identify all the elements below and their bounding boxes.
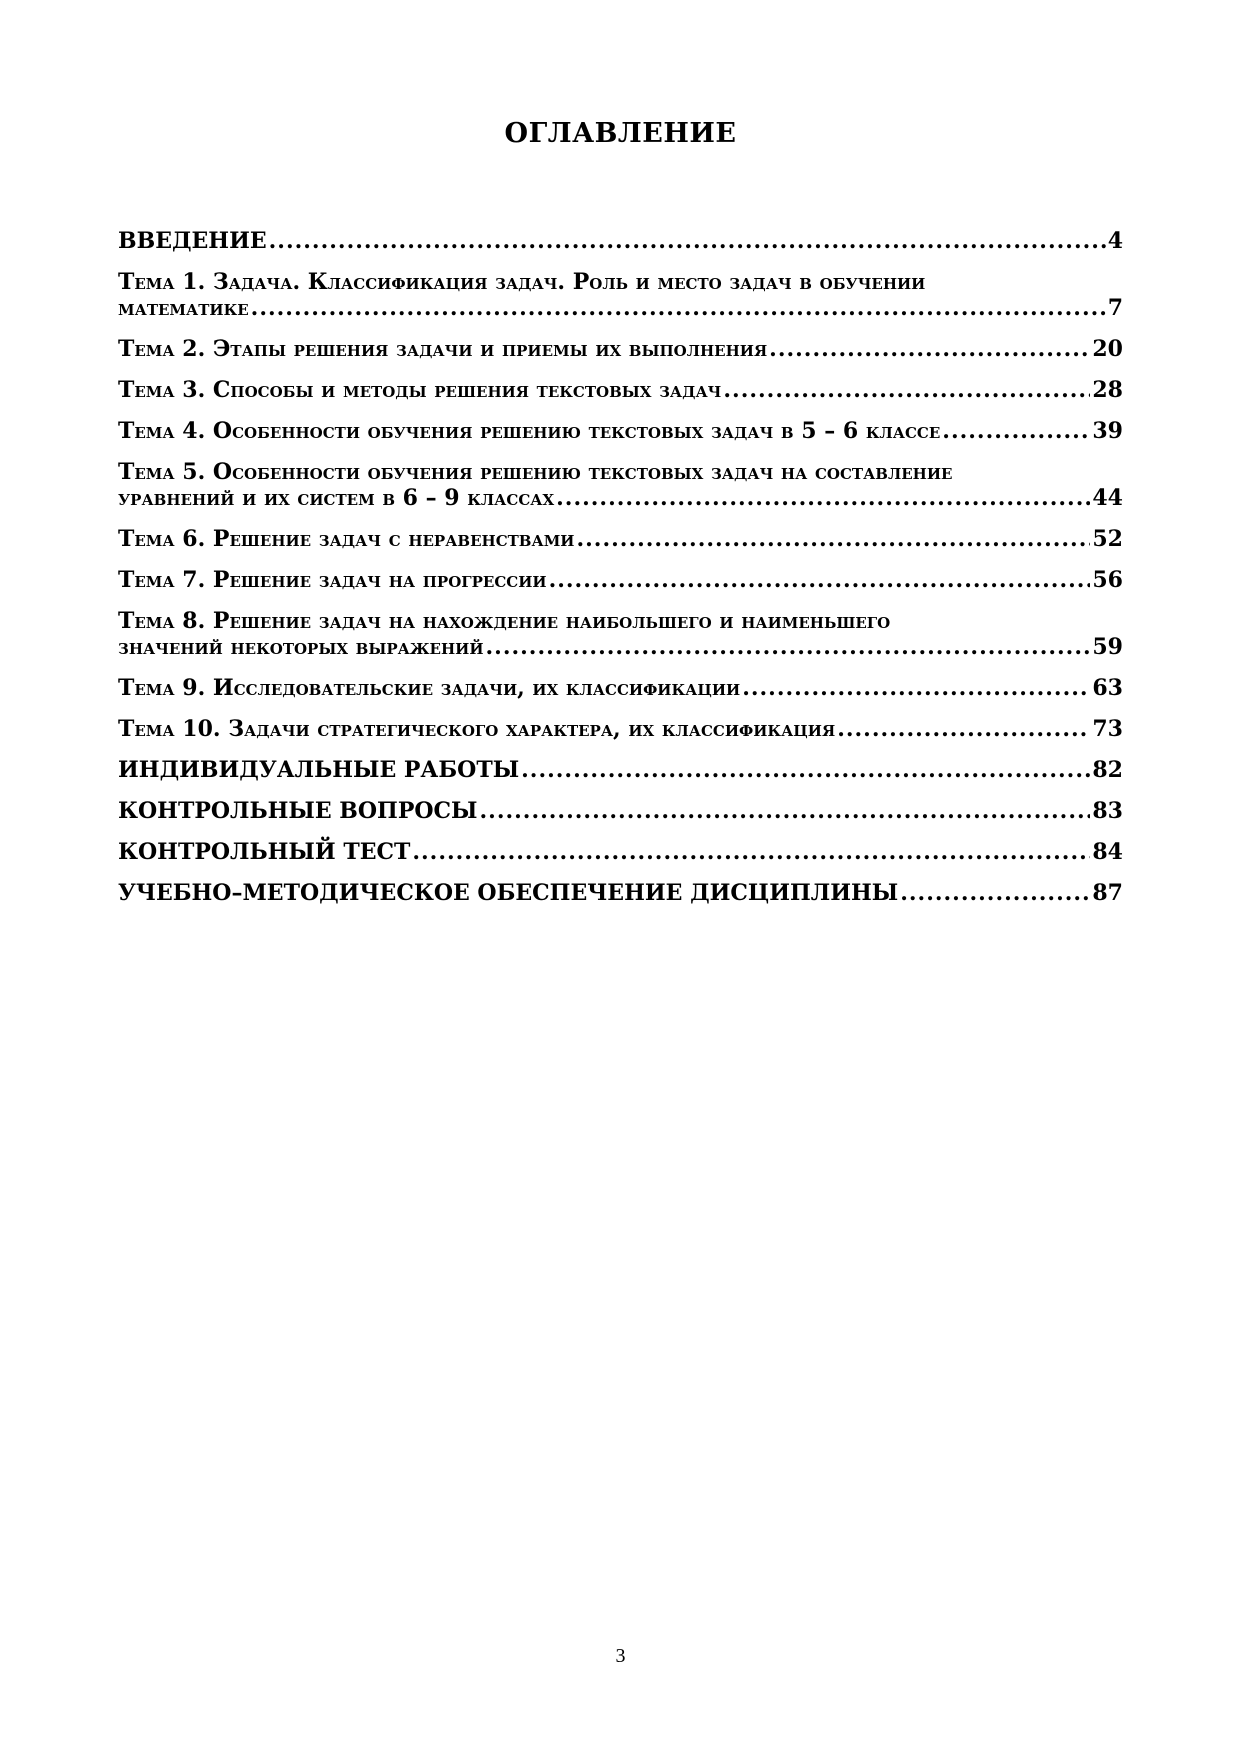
toc-entry-page: 63 xyxy=(1092,675,1123,701)
toc-leader-dots xyxy=(723,377,1090,403)
toc-entry-title-line-1[interactable]: Тема 5. Особенности обучения решению текстовых задач на составление xyxy=(118,459,953,485)
toc-leader-dots xyxy=(576,526,1090,552)
toc-entry-title[interactable]: КОНТРОЛЬНЫЕ ВОПРОСЫ xyxy=(118,798,478,824)
toc-leader-dots xyxy=(556,485,1090,511)
toc-entry-page: 83 xyxy=(1092,798,1123,824)
toc-entry-page: 59 xyxy=(1092,634,1123,660)
toc-entry-page: 73 xyxy=(1092,716,1123,742)
toc-entry-title-line-1[interactable]: Тема 8. Решение задач на нахождение наибольшего и наименьшего xyxy=(118,608,891,634)
toc-entry-title[interactable]: Тема 7. Решение задач на прогрессии xyxy=(118,567,547,593)
toc-entry-page: 52 xyxy=(1092,526,1123,552)
toc-leader-dots xyxy=(549,567,1091,593)
toc-entry-title[interactable]: Тема 3. Способы и методы решения текстовых задач xyxy=(118,377,722,403)
toc-entry-page: 84 xyxy=(1092,839,1123,865)
toc-entry-title[interactable]: математике xyxy=(118,295,249,321)
toc-entry-topic-10[interactable] xyxy=(118,716,1123,742)
toc-leader-dots xyxy=(486,634,1091,660)
toc-entry-topic-7[interactable] xyxy=(118,567,1123,593)
toc-entry-title-line-1[interactable]: Тема 1. Задача. Классификация задач. Роль и место задач в обучении xyxy=(118,269,926,295)
toc-entry-title[interactable]: Тема 10. Задачи стратегического характера, их классификация xyxy=(118,716,836,742)
toc-leader-dots xyxy=(942,418,1090,444)
toc-entry-page: 87 xyxy=(1092,880,1123,906)
toc-leader-dots xyxy=(837,716,1090,742)
toc-leader-dots xyxy=(251,295,1106,321)
toc-entry-methodical-support[interactable] xyxy=(118,880,1123,906)
toc-entry-topic-3[interactable] xyxy=(118,377,1123,403)
toc-leader-dots xyxy=(269,228,1106,254)
toc-entry-page: 82 xyxy=(1092,757,1123,783)
toc-entry-title[interactable]: УЧЕБНО–МЕТОДИЧЕСКОЕ ОБЕСПЕЧЕНИЕ ДИСЦИПЛИНЫ xyxy=(118,880,899,906)
toc-entry-title[interactable]: уравнений и их систем в 6 – 9 классах xyxy=(118,485,555,511)
toc-entry-page: 28 xyxy=(1092,377,1123,403)
toc-entry-title[interactable]: ВВЕДЕНИЕ xyxy=(118,228,267,254)
toc-entry-control-questions[interactable] xyxy=(118,798,1123,824)
page-title: ОГЛАВЛЕНИЕ xyxy=(504,118,737,149)
toc-entry-topic-9[interactable] xyxy=(118,675,1123,701)
toc-entry-title[interactable]: Тема 6. Решение задач с неравенствами xyxy=(118,526,575,552)
toc-entry-topic-6[interactable] xyxy=(118,526,1123,552)
toc-entry-control-test[interactable] xyxy=(118,839,1123,865)
toc-entry-introduction[interactable] xyxy=(118,228,1123,254)
toc-leader-dots xyxy=(480,798,1091,824)
toc-leader-dots xyxy=(412,839,1090,865)
table-of-contents xyxy=(118,228,1123,921)
toc-entry-page: 4 xyxy=(1107,228,1123,254)
toc-entry-individual-works[interactable] xyxy=(118,757,1123,783)
toc-entry-page: 44 xyxy=(1092,485,1123,511)
toc-entry-title[interactable]: Тема 2. Этапы решения задачи и приемы их выполнения xyxy=(118,336,768,362)
toc-entry-page: 7 xyxy=(1107,295,1123,321)
toc-entry-page: 39 xyxy=(1092,418,1123,444)
toc-entry-title[interactable]: КОНТРОЛЬНЫЙ ТЕСТ xyxy=(118,839,411,865)
toc-leader-dots xyxy=(742,675,1090,701)
toc-entry-page: 56 xyxy=(1092,567,1123,593)
toc-entry-topic-5[interactable] xyxy=(118,459,1123,511)
toc-leader-dots xyxy=(900,880,1090,906)
page-number: 3 xyxy=(615,1645,626,1667)
toc-entry-topic-2[interactable] xyxy=(118,336,1123,362)
toc-entry-topic-1[interactable] xyxy=(118,269,1123,321)
toc-entry-topic-4[interactable] xyxy=(118,418,1123,444)
toc-leader-dots xyxy=(769,336,1090,362)
toc-entry-page: 20 xyxy=(1092,336,1123,362)
toc-entry-title[interactable]: Тема 9. Исследовательские задачи, их классификации xyxy=(118,675,741,701)
toc-entry-topic-8[interactable] xyxy=(118,608,1123,660)
toc-entry-title[interactable]: ИНДИВИДУАЛЬНЫЕ РАБОТЫ xyxy=(118,757,520,783)
toc-leader-dots xyxy=(521,757,1090,783)
toc-entry-title[interactable]: Тема 4. Особенности обучения решению текстовых задач в 5 – 6 классе xyxy=(118,418,941,444)
toc-entry-title[interactable]: значений некоторых выражений xyxy=(118,634,484,660)
